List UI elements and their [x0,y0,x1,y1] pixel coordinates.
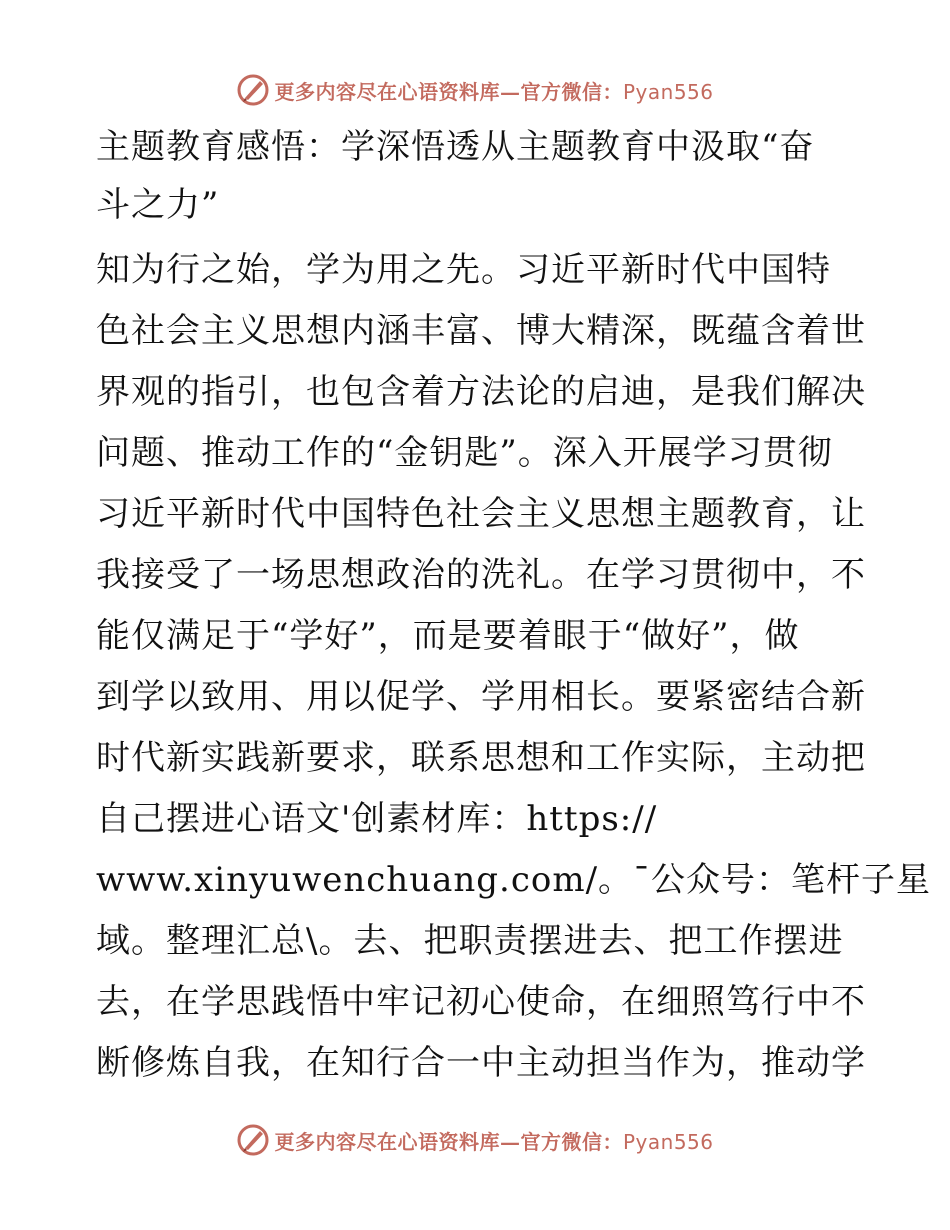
body-line: 自己摆进心语文'创素材库：https:// [96,799,658,839]
body-line: www.xinyuwenchuang.com/。¯公众号：笔杆子星 [96,860,932,900]
document-body [96,240,932,1094]
header-watermark [0,70,950,110]
body-line: 时代新实践新要求，联系思想和工作实际，主动把 [96,738,866,778]
watermark-text: 更多内容尽在心语资料库 [274,79,500,104]
body-line: 域。整理汇总\。去、把职责摆进去、把工作摆进 [96,921,844,961]
watermark-dash: — [499,1129,521,1154]
body-line: 界观的指引，也包含着方法论的启迪，是我们解决 [96,372,866,412]
body-line: 能仅满足于“学好”，而是要着眼于“做好”，做 [96,616,800,656]
watermark-dash: — [499,79,521,104]
body-line: 到学以致用、用以促学、学用相长。要紧密结合新 [96,677,866,717]
body-line: 习近平新时代中国特色社会主义思想主题教育，让 [96,494,866,534]
body-line: 我接受了一场思想政治的洗礼。在学习贯彻中，不 [96,555,866,595]
document-title [96,118,856,234]
wechat-label: 官方微信： [520,1129,623,1154]
quill-pen-icon [236,73,270,107]
body-line: 去，在学思践悟中牢记初心使命，在细照笃行中不 [96,982,866,1022]
watermark-text: 更多内容尽在心语资料库 [274,1129,500,1154]
footer-watermark [0,1120,950,1160]
wechat-label: 官方微信： [520,79,623,104]
body-line: 知为行之始，学为用之先。习近平新时代中国特 [96,250,831,290]
body-line: 问题、推动工作的“金钥匙”。深入开展学习贯彻 [96,433,833,473]
wechat-id: Pyan556 [622,1129,714,1154]
body-line: 色社会主义思想内涵丰富、博大精深，既蕴含着世 [96,311,866,351]
title-line: 斗之力” [96,185,220,225]
quill-pen-icon [236,1123,270,1157]
body-line: 断修炼自我，在知行合一中主动担当作为，推动学 [96,1043,866,1083]
wechat-id: Pyan556 [622,79,714,104]
title-line: 主题教育感悟：学深悟透从主题教育中汲取“奋 [96,127,815,167]
